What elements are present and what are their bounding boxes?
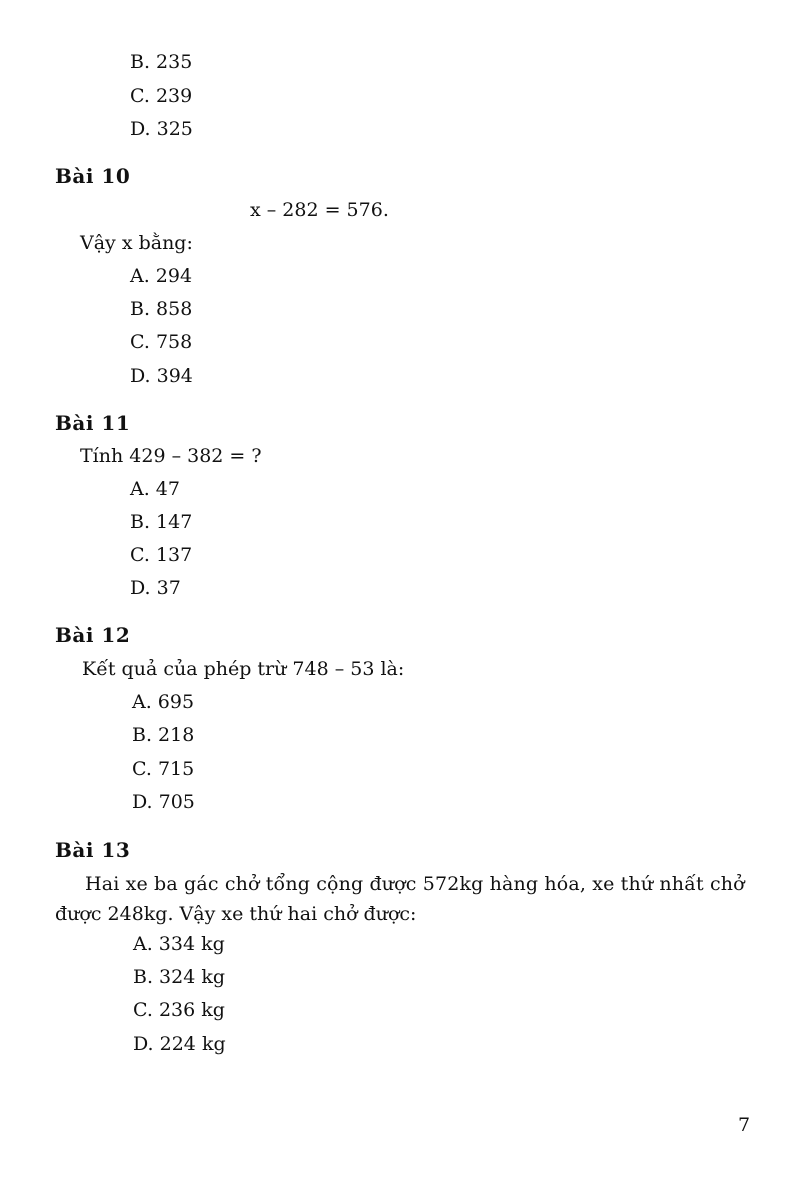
page-number: 7 [738,1114,751,1136]
bai10-option-d: D. 394 [130,365,193,387]
bai11-option-a: A. 47 [130,478,180,500]
bai11-option-c: C. 137 [130,544,193,566]
prev-option-d: D. 325 [130,118,193,140]
bai10-option-a: A. 294 [130,265,193,287]
bai12-option-a: A. 695 [132,691,195,713]
bai12-option-b: B. 218 [132,724,195,746]
bai11-option-d: D. 37 [130,577,181,599]
prev-option-b: B. 235 [130,51,193,73]
bai13-title: Bài 13 [55,838,131,862]
bai12-title: Bài 12 [55,623,131,647]
bai10-title: Bài 10 [55,164,131,188]
bai13-option-b: B. 324 kg [133,966,226,988]
bai10-option-b: B. 858 [130,298,193,320]
bai13-option-c: C. 236 kg [133,999,225,1021]
bai13-option-d: D. 224 kg [133,1033,226,1055]
bai11-title: Bài 11 [55,411,131,435]
prev-option-c: C. 239 [130,85,193,107]
bai10-stem: Vậy x bằng: [80,232,193,254]
bai12-option-d: D. 705 [132,791,195,813]
bai13-stem-line1: Hai xe ba gác chở tổng cộng được 572kg hàng hóa, xe thứ nhất chở [85,873,745,895]
bai10-equation: x – 282 = 576. [250,199,389,221]
bai12-stem: Kết quả của phép trừ 748 – 53 là: [82,658,405,680]
bai13-stem-line2: được 248kg. Vậy xe thứ hai chở được: [55,903,417,925]
bai13-option-a: A. 334 kg [133,933,225,955]
bai11-option-b: B. 147 [130,511,193,533]
bai11-stem: Tính 429 – 382 = ? [80,445,262,467]
bai12-option-c: C. 715 [132,758,195,780]
bai10-option-c: C. 758 [130,331,193,353]
